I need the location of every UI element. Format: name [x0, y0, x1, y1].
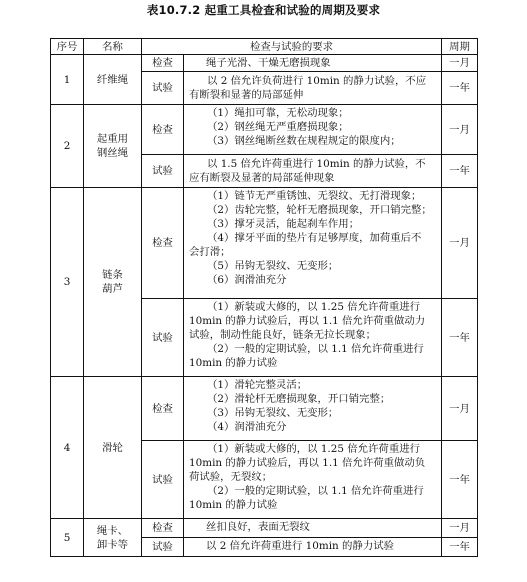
type-label: 试验: [142, 538, 184, 557]
header-requirements: 检查与试验的要求: [142, 39, 442, 55]
requirement-text: （1）新装或大修的，以 1.25 倍允许荷重进行 10min 的静力试验后，再以 1.1 倍允许荷重做动力 试验，制动性能良好，链条无拉长现象； （2）一般的定期试验，以 1.1 倍允许荷重进行 10min 的静力试验: [184, 299, 442, 377]
inspection-table: [50, 38, 478, 557]
table-row: [51, 377, 478, 441]
tool-name: 链条 葫芦: [84, 188, 142, 377]
requirement-text: 以 1.5 倍允许荷重进行 10min 的静力试验，不 应有断裂及显著的局部延伸现象: [184, 155, 442, 188]
requirement-text: （1）滑轮完整灵活； （2）滑轮杆无磨损现象，开口销完整； （3）吊钩无裂纹、无变形； （4）润滑油充分: [184, 377, 442, 441]
row-number: 5: [51, 519, 84, 557]
row-number: 1: [51, 55, 84, 105]
row-number: 4: [51, 377, 84, 519]
type-label: 检查: [142, 188, 184, 299]
type-label: 检查: [142, 377, 184, 441]
type-label: 试验: [142, 72, 184, 105]
tool-name: 滑轮: [84, 377, 142, 519]
table-row: [51, 105, 478, 155]
table-row: [51, 188, 478, 299]
type-label: 检查: [142, 519, 184, 538]
header-name: 名称: [84, 39, 142, 55]
type-label: 检查: [142, 105, 184, 155]
header-row: [51, 39, 478, 55]
type-label: 试验: [142, 299, 184, 377]
period: 一月: [442, 188, 478, 299]
period: 一年: [442, 538, 478, 557]
period: 一月: [442, 105, 478, 155]
requirement-text: （1）链节无严重锈蚀、无裂纹、无打滑现象； （2）齿轮完整，轮杆无磨损现象，开口销完整； （3）撑牙灵活，能起刹车作用； （4）撑牙平面的垫片有足够厚度，加荷重后不 会打滑； （5）吊钩无裂纹、无变形； （6）润滑油充分: [184, 188, 442, 299]
table-row: [51, 519, 478, 538]
requirement-text: 以 2 倍允许负荷进行 10min 的静力试验，不应 有断裂和显著的局部延伸: [184, 72, 442, 105]
table-row: [51, 55, 478, 72]
period: 一年: [442, 72, 478, 105]
header-period: 周期: [442, 39, 478, 55]
requirement-text: （1）绳扣可靠，无松动现象； （2）钢丝绳无严重磨损现象； （3）钢丝绳断丝数在规程规定的限度内；: [184, 105, 442, 155]
table-title: 表10.7.2 起重工具检查和试验的周期及要求: [146, 3, 381, 17]
type-label: 试验: [142, 155, 184, 188]
period: 一年: [442, 299, 478, 377]
period: 一年: [442, 155, 478, 188]
row-number: 3: [51, 188, 84, 377]
requirement-text: 以 2 倍允许荷重进行 10min 的静力试验: [184, 538, 442, 557]
requirement-text: 丝扣良好，表面无裂纹: [184, 519, 442, 538]
tool-name: 起重用 钢丝绳: [84, 105, 142, 188]
period: 一月: [442, 55, 478, 72]
tool-name: 绳卡、 卸卡等: [84, 519, 142, 557]
period: 一月: [442, 377, 478, 441]
row-number: 2: [51, 105, 84, 188]
type-label: 试验: [142, 441, 184, 519]
period: 一年: [442, 441, 478, 519]
type-label: 检查: [142, 55, 184, 72]
header-no: 序号: [51, 39, 84, 55]
period: 一月: [442, 519, 478, 538]
requirement-text: 绳子光滑、干燥无磨损现象: [184, 55, 442, 72]
requirement-text: （1）新装或大修的，以 1.25 倍允许荷重进行 10min 的静力试验后，再以 1.1 倍允许荷重做动负 荷试验，无裂纹； （2）一般的定期试验，以 1.1 倍允许荷重进行 10min 的静力试验: [184, 441, 442, 519]
tool-name: 纤维绳: [84, 55, 142, 105]
